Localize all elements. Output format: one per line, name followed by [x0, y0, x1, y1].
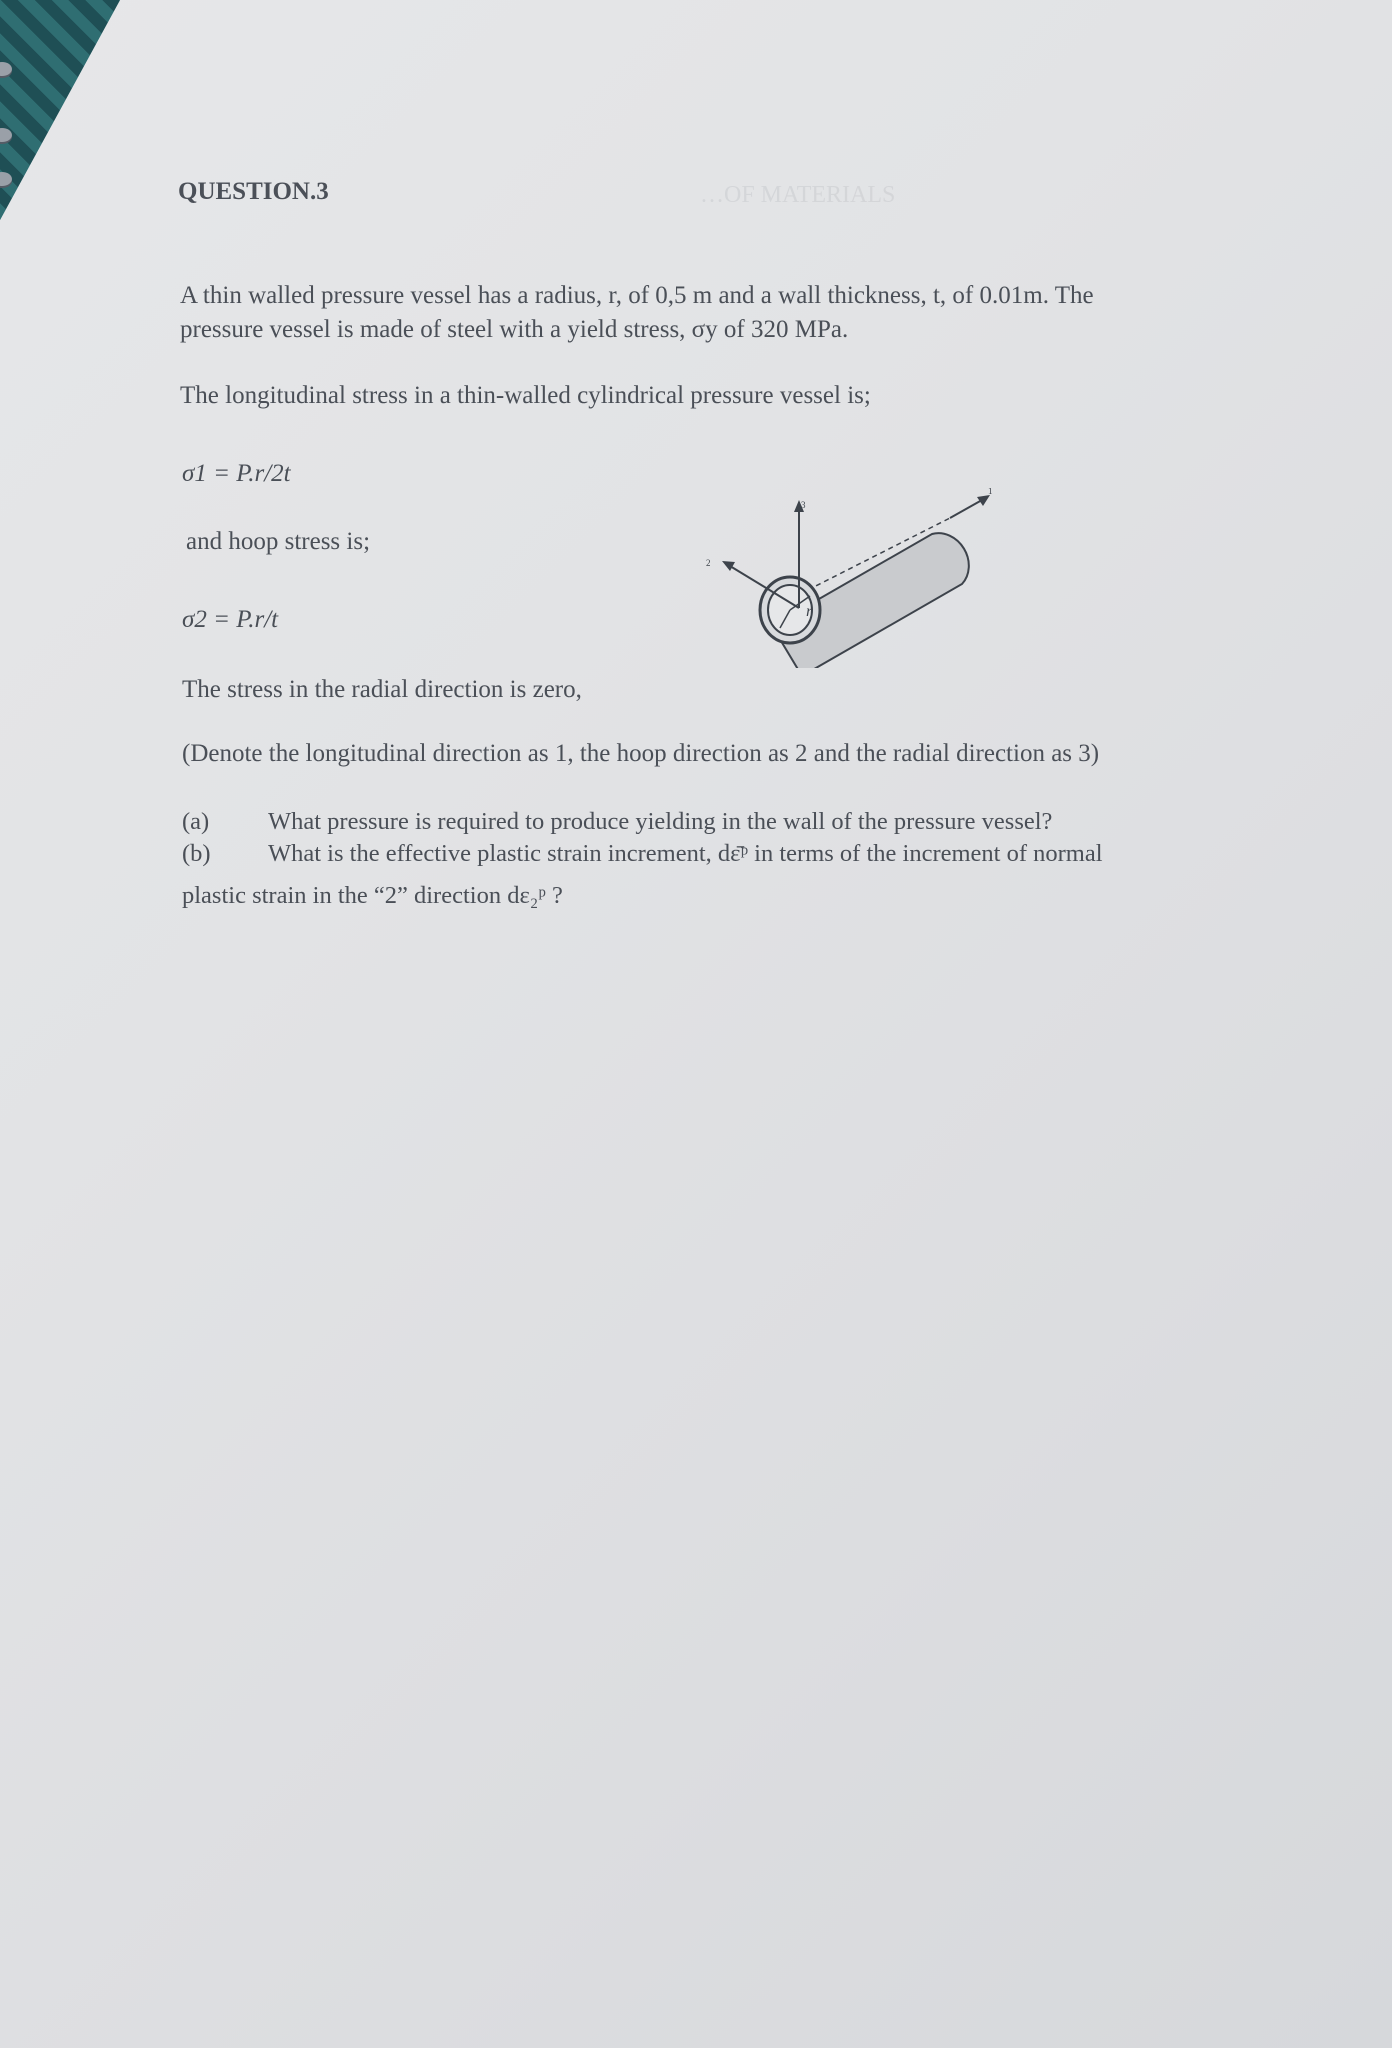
equation-hoop: σ2 = P.r/t: [182, 606, 279, 633]
axis-2-label: 2: [706, 558, 711, 568]
axis-2-arrowhead: [722, 561, 735, 571]
axis-3-label: 3: [801, 500, 806, 510]
question-b-label: (b): [182, 840, 211, 867]
question-b-text: What is the effective plastic strain increment, dε̄ᵖ in terms of the increment of normal: [268, 840, 1103, 867]
radial-note: The stress in the radial direction is zero,: [182, 676, 582, 703]
intro-line-1: A thin walled pressure vessel has a radius, r, of 0,5 m and a wall thickness, t, of 0.01m. The: [180, 282, 1094, 309]
axis-1-line: [950, 500, 982, 518]
binding-ring: [0, 172, 12, 186]
axis-1-arrowhead: [977, 495, 990, 506]
question-title: QUESTION.3: [178, 178, 329, 205]
question-b-continuation: plastic strain in the “2” direction dε₂ᵖ ?: [182, 882, 563, 909]
axis-1-label: 1: [988, 488, 993, 496]
pressure-vessel-diagram: [700, 488, 1000, 668]
question-a-text: What pressure is required to produce yielding in the wall of the pressure vessel?: [268, 808, 1053, 835]
longitudinal-intro: The longitudinal stress in a thin-walled cylindrical pressure vessel is;: [180, 382, 871, 409]
question-a-label: (a): [182, 808, 210, 835]
show-through-text: …OF MATERIALS: [700, 182, 896, 208]
denote-note: (Denote the longitudinal direction as 1, the hoop direction as 2 and the radial direction as 3): [182, 740, 1100, 767]
radius-label: r: [806, 603, 813, 620]
hoop-intro: and hoop stress is;: [186, 528, 371, 555]
binding-ring: [0, 128, 12, 142]
intro-line-2: pressure vessel is made of steel with a yield stress, σy of 320 MPa.: [180, 316, 849, 343]
binding-ring: [0, 62, 12, 76]
equation-longitudinal: σ1 = P.r/2t: [182, 460, 291, 487]
